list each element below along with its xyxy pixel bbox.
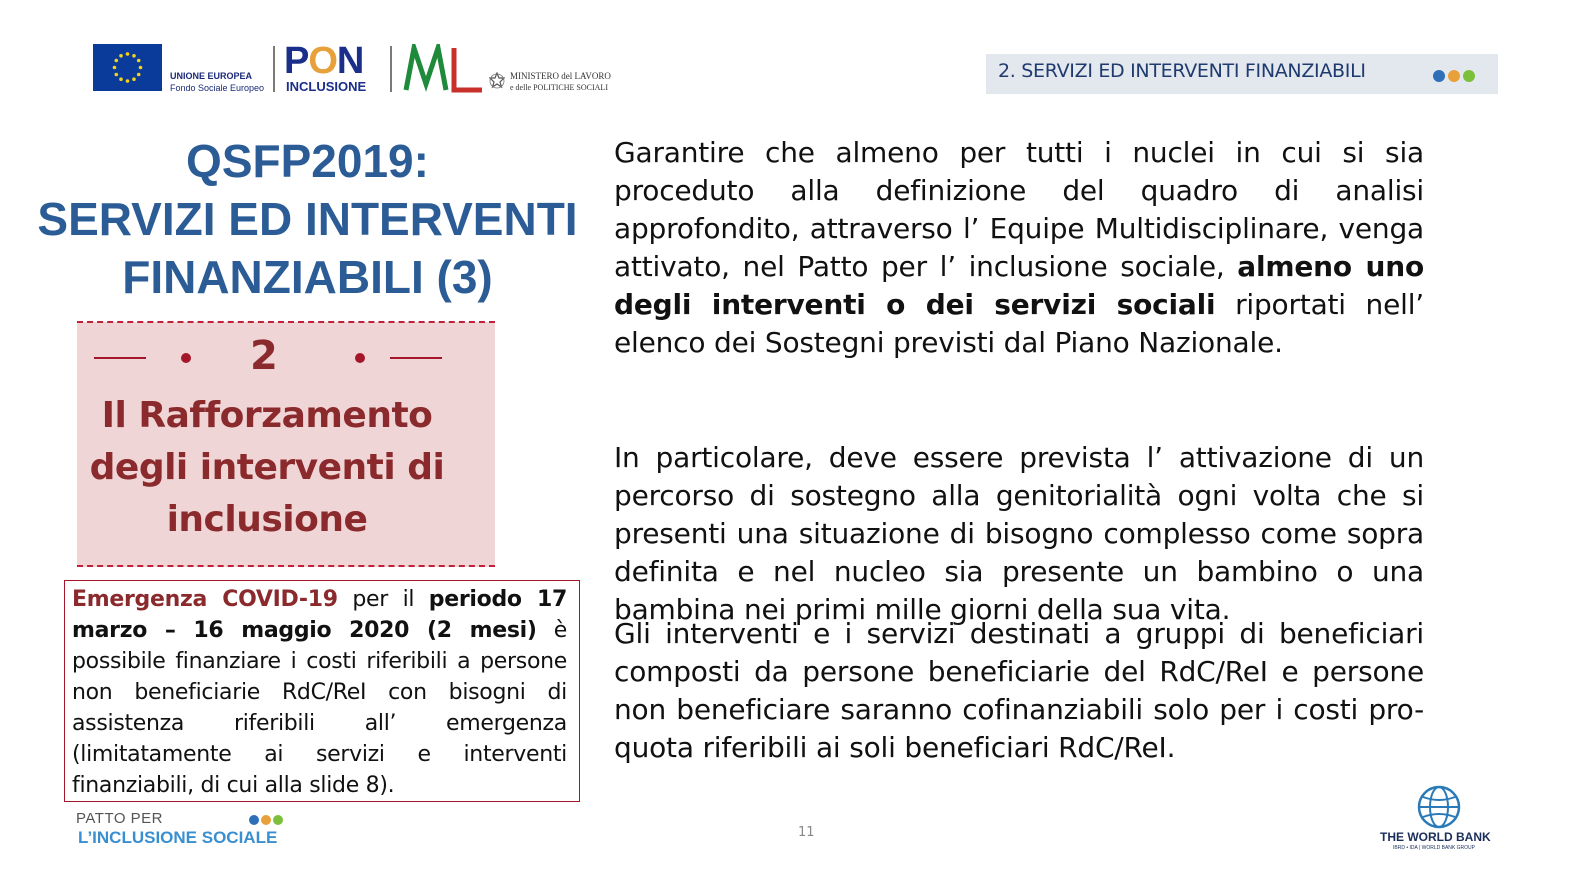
covid-note-text-b: è possibile finanziare i costi riferibili a persone non beneficiarie RdC/ReI con bisogni di assistenza riferibili all’ emergenza (limitatamente ai servizi e interventi finanziabili, di cui alla slide 8). [72, 618, 567, 798]
pon-logo-word [284, 40, 363, 83]
covid-note-highlight: Emergenza COVID-19 [72, 587, 338, 612]
pon-word: PON [284, 40, 364, 82]
body-paragraph-1 [614, 134, 1424, 362]
ministry-line1: MINISTERO del LAVORO [510, 71, 611, 81]
body-paragraph-3: Gli interventi e i servizi destinati a gruppi di beneficiari composti da persone beneficiarie del RdC/ReI e persone non beneficiare saranno cofinanziabili solo per i costi pro-quota riferibili ai soli beneficiari RdC/ReI. [614, 617, 1424, 764]
ornament-dot-right [355, 353, 365, 363]
ministry-label [510, 71, 611, 93]
covid-note-text [72, 584, 567, 801]
pon-logo-subtitle: INCLUSIONE [286, 79, 367, 94]
title-line2: SERVIZI ED INTERVENTI [37, 193, 578, 245]
world-bank-globe-icon [1415, 783, 1463, 831]
eu-label-line2: Fondo Sociale Europeo [170, 83, 265, 93]
section-dot-blue [1433, 70, 1445, 82]
topic-box-bottom-dashes [77, 565, 495, 567]
eu-stars-icon [93, 44, 162, 91]
section-dot-orange [1448, 70, 1460, 82]
para1-bold: almeno uno degli interventi o dei servizi sociali [614, 250, 1424, 321]
page-number: 11 [798, 825, 815, 840]
section-dot-green [1463, 70, 1475, 82]
topic-title: Il Rafforzamento degli interventi di inclusione [89, 395, 445, 540]
eu-flag-logo [93, 44, 162, 91]
ornament-dot-left [181, 353, 191, 363]
title-line3: FINANZIABILI (3) [122, 251, 493, 303]
ml-monogram-icon [402, 44, 484, 94]
body-paragraph-2: In particolare, deve essere prevista l’ attivazione di un percorso di sostegno alla genitorialità ogni volta che si presenti una situazione di bisogno complesso come sopra definita e nel nucleo sia presente un bambino o una bambina nei primi mille giorni della sua vita. [614, 441, 1424, 626]
footer-dot-blue [249, 815, 259, 825]
world-bank-name: THE WORLD BANK [1380, 830, 1491, 844]
footer-patto-label: PATTO PER [76, 810, 164, 827]
page-title [20, 132, 595, 306]
footer-dot-green [273, 815, 283, 825]
ornament-line-right [390, 357, 442, 359]
ornament-line-left [94, 357, 146, 359]
republic-emblem-icon [489, 72, 505, 90]
ministry-line2: e delle POLITICHE SOCIALI [510, 83, 608, 92]
footer-inclusione-label: L’INCLUSIONE SOCIALE [78, 828, 278, 847]
footer-dot-orange [261, 815, 271, 825]
title-line1: QSFP2019: [186, 135, 429, 187]
world-bank-subtitle: IBRD • IDA | WORLD BANK GROUP [1393, 845, 1475, 851]
ministry-ml-logo [402, 44, 484, 94]
eu-label [170, 70, 264, 94]
para1-text-b: riportati nell’ elenco dei Sostegni previsti dal Piano Nazionale. [614, 288, 1424, 359]
topic-number: 2 [250, 333, 278, 379]
covid-note-period: periodo 17 marzo – 16 maggio 2020 (2 mesi) [72, 587, 567, 643]
logo-divider [273, 46, 275, 92]
section-title: 2. SERVIZI ED INTERVENTI FINANZIABILI [998, 60, 1366, 82]
topic-box-top-dashes [77, 321, 495, 323]
covid-note-text-a: per il [337, 587, 429, 612]
para1-text-a: Garantire che almeno per tutti i nuclei in cui si sia proceduto alla definizione del quadro di analisi approfondito, attraverso l’ Equipe Multidisciplinare, venga attivato, nel Patto per l’ inclusione sociale, [614, 136, 1424, 283]
logo-divider [390, 46, 392, 92]
eu-label-line1: UNIONE EUROPEA [170, 71, 253, 81]
